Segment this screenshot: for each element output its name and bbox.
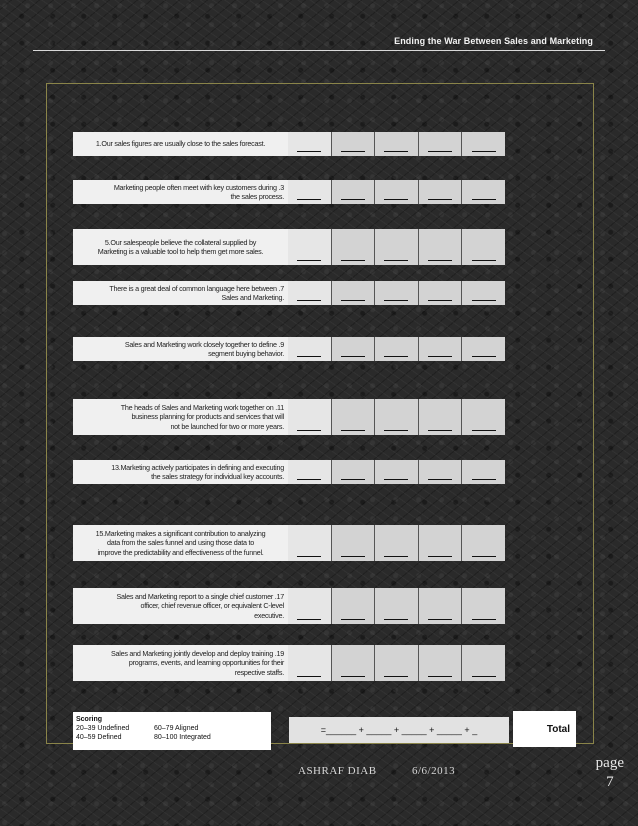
- statement-line: 5.Our salespeople believe the collateral supplied by: [104, 237, 257, 247]
- rating-blank[interactable]: [418, 229, 462, 265]
- page-label-text: page: [595, 755, 624, 771]
- statement-line: data from the sales funnel and using those data to: [107, 538, 254, 548]
- rating-blank[interactable]: [331, 132, 375, 156]
- rating-blank[interactable]: [461, 460, 505, 484]
- rating-blank[interactable]: [288, 399, 331, 435]
- statement-row: [73, 525, 505, 561]
- statement-line: There is a great deal of common language here between .7: [109, 283, 284, 293]
- rating-blank[interactable]: [374, 525, 418, 561]
- rating-blank[interactable]: [331, 337, 375, 361]
- rating-blank[interactable]: [418, 588, 462, 624]
- header-rule: [33, 50, 605, 51]
- rating-blank[interactable]: [374, 588, 418, 624]
- statement-text: [73, 525, 288, 561]
- rating-blank[interactable]: [288, 337, 331, 361]
- sum-bar: =______ + _____ + _____ + _____ + _: [289, 717, 509, 743]
- statement-line: business planning for products and services that will: [131, 412, 284, 422]
- statement-text: [73, 399, 288, 435]
- rating-blank[interactable]: [374, 645, 418, 681]
- rating-blank[interactable]: [461, 399, 505, 435]
- statement-text: [73, 180, 288, 204]
- statement-text: [73, 645, 288, 681]
- scoring-title: Scoring: [76, 716, 103, 723]
- statement-row: [73, 281, 505, 305]
- statement-line: 1.Our sales figures are usually close to the sales forecast.: [95, 139, 266, 149]
- total-box: [513, 711, 576, 747]
- rating-blank[interactable]: [331, 588, 375, 624]
- statement-line: 13.Marketing actively participates in defining and executing: [111, 462, 284, 472]
- rating-blank[interactable]: [288, 180, 331, 204]
- rating-blank[interactable]: [418, 180, 462, 204]
- statement-line: Sales and Marketing.: [221, 293, 284, 302]
- rating-blank[interactable]: [418, 132, 462, 156]
- rating-blank[interactable]: [461, 281, 505, 305]
- rating-blank[interactable]: [288, 588, 331, 624]
- statement-row: [73, 460, 505, 484]
- statement-text: [73, 460, 288, 484]
- total-label: Total: [546, 723, 570, 735]
- rating-blank[interactable]: [288, 525, 331, 561]
- statement-line: the sales process.: [230, 192, 284, 201]
- statement-line: Sales and Marketing jointly develop and deploy training .19: [110, 648, 284, 658]
- statement-line: executive.: [254, 610, 284, 620]
- rating-blank[interactable]: [374, 399, 418, 435]
- rating-blank[interactable]: [288, 645, 331, 681]
- rating-blank[interactable]: [288, 132, 331, 156]
- rating-blank[interactable]: [461, 588, 505, 624]
- rating-blank[interactable]: [418, 525, 462, 561]
- rating-blank[interactable]: [461, 132, 505, 156]
- rating-blank[interactable]: [331, 525, 375, 561]
- rating-blank[interactable]: [331, 645, 375, 681]
- rating-blank[interactable]: [374, 229, 418, 265]
- page-number-value: 7: [606, 773, 614, 790]
- scoring-range: 40–59 Defined: [76, 734, 122, 742]
- rating-blank[interactable]: [374, 460, 418, 484]
- rating-blank[interactable]: [461, 229, 505, 265]
- rating-blank[interactable]: [331, 399, 375, 435]
- statement-text: [73, 229, 288, 265]
- rating-blank[interactable]: [461, 180, 505, 204]
- statement-row: [73, 229, 505, 265]
- statement-line: officer, chief revenue officer, or equivalent C-level: [140, 601, 284, 611]
- statement-text: [73, 588, 288, 624]
- statement-line: improve the predictability and effectiveness of the funnel.: [97, 547, 264, 557]
- statement-line: 15.Marketing makes a significant contribution to analyzing: [95, 528, 266, 538]
- statement-row: [73, 645, 505, 681]
- header-title: Ending the War Between Sales and Marketing: [394, 36, 593, 46]
- rating-blank[interactable]: [288, 229, 331, 265]
- rating-blank[interactable]: [374, 132, 418, 156]
- rating-blank[interactable]: [418, 460, 462, 484]
- statement-line: Marketing people often meet with key customers during .3: [113, 182, 284, 192]
- footer-date: 6/6/2013: [412, 765, 456, 777]
- rating-blank[interactable]: [331, 180, 375, 204]
- rating-blank[interactable]: [461, 525, 505, 561]
- footer-author: ASHRAF DIAB: [298, 765, 377, 777]
- rating-blank[interactable]: [331, 460, 375, 484]
- statement-row: [73, 399, 505, 435]
- statement-line: not be launched for two or more years.: [170, 421, 284, 431]
- statement-text: [73, 281, 288, 305]
- rating-blank[interactable]: [374, 281, 418, 305]
- statement-line: segment buying behavior.: [208, 349, 284, 358]
- statement-line: The heads of Sales and Marketing work together on .11: [120, 402, 284, 412]
- statement-row: [73, 588, 505, 624]
- rating-blank[interactable]: [461, 645, 505, 681]
- rating-blank[interactable]: [331, 281, 375, 305]
- rating-blank[interactable]: [418, 645, 462, 681]
- statement-text: [73, 132, 288, 156]
- rating-blank[interactable]: [374, 180, 418, 204]
- statement-row: [73, 337, 505, 361]
- statement-line: Marketing is a valuable tool to help them get more sales.: [97, 247, 264, 256]
- statement-text: [73, 337, 288, 361]
- statement-line: respective staffs.: [234, 667, 284, 677]
- statement-line: Sales and Marketing work closely together to define .9: [124, 339, 284, 349]
- rating-blank[interactable]: [461, 337, 505, 361]
- scoring-range: 20–39 Undefined: [76, 725, 130, 733]
- page-number: [596, 754, 624, 792]
- rating-blank[interactable]: [288, 281, 331, 305]
- rating-blank[interactable]: [374, 337, 418, 361]
- scoring-box: [73, 712, 271, 750]
- rating-blank[interactable]: [331, 229, 375, 265]
- statement-row: [73, 132, 505, 156]
- statement-line: Sales and Marketing report to a single chief customer .17: [116, 591, 284, 601]
- rating-blank[interactable]: [418, 399, 462, 435]
- scoring-range: 80–100 Integrated: [154, 734, 211, 742]
- rating-blank[interactable]: [288, 460, 331, 484]
- scoring-range: 60–79 Aligned: [154, 725, 199, 733]
- statement-row: [73, 180, 505, 204]
- statement-line: the sales strategy for individual key accounts.: [151, 472, 284, 481]
- rating-blank[interactable]: [418, 337, 462, 361]
- statement-line: programs, events, and learning opportunities for their: [128, 658, 284, 668]
- rating-blank[interactable]: [418, 281, 462, 305]
